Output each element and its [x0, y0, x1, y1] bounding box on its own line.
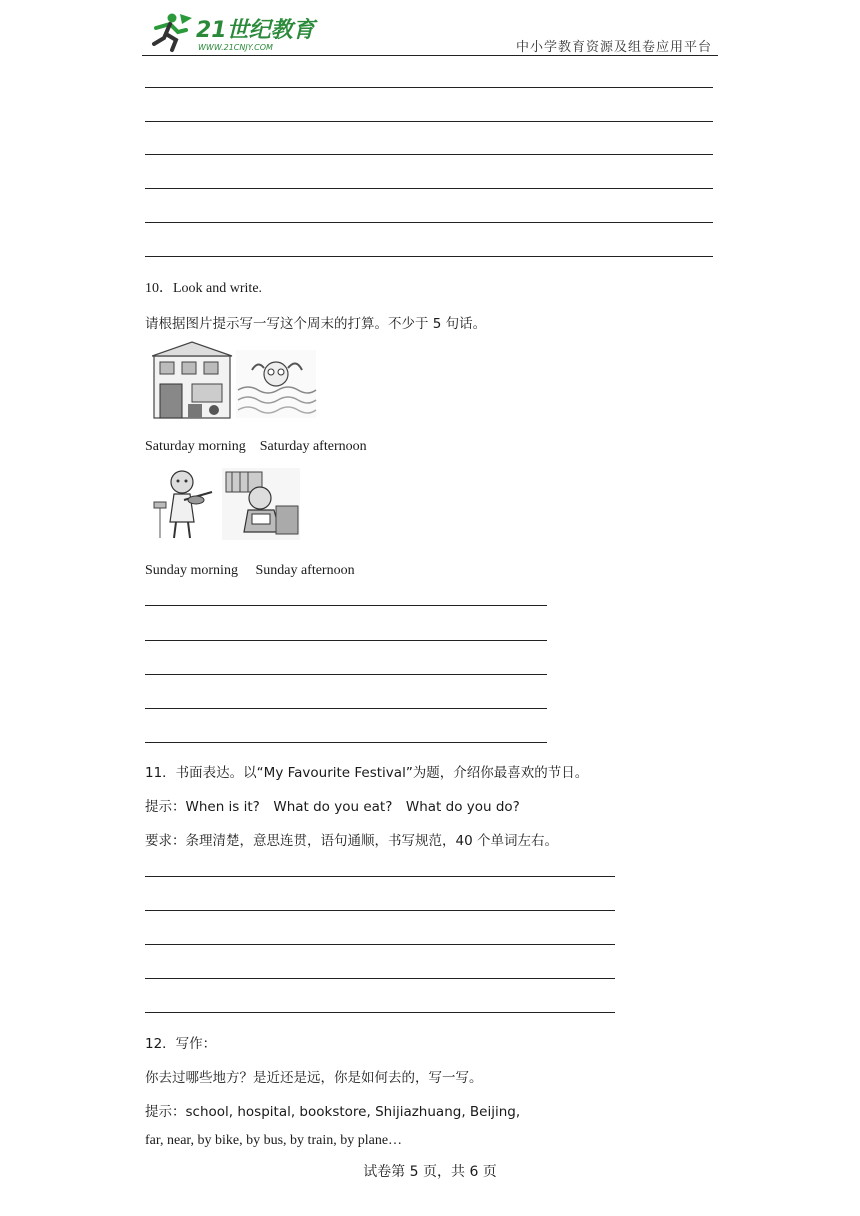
- reading-child-icon: [222, 468, 300, 540]
- answer-line[interactable]: [145, 910, 615, 911]
- answer-line[interactable]: [145, 121, 713, 122]
- violin-player-icon: [154, 471, 212, 538]
- q10-pictures-row2: [152, 466, 302, 547]
- answer-line[interactable]: [145, 742, 547, 743]
- logo: [142, 10, 322, 54]
- runner-logo-icon: [142, 10, 322, 54]
- answer-line[interactable]: [145, 188, 713, 189]
- answer-line[interactable]: [145, 944, 615, 945]
- answer-line[interactable]: [145, 978, 615, 979]
- q10-pictures-row1: [152, 340, 318, 425]
- svg-text:21世纪教育: 21世纪教育: [196, 18, 315, 43]
- header-rule: [142, 55, 718, 56]
- answer-line[interactable]: [145, 640, 547, 641]
- answer-line[interactable]: [145, 708, 547, 709]
- q10-title: 10．Look and write.: [145, 281, 263, 296]
- answer-line[interactable]: [145, 605, 547, 606]
- q12-hint-line2: far, near, by bike, by bus, by train, by plane…: [145, 1133, 403, 1148]
- answer-line[interactable]: [145, 674, 547, 675]
- q11-title: 11．书面表达。以“My Favourite Festival”为题，介绍你最喜欢的节日。: [145, 765, 589, 781]
- q10-caption-sunday: Sunday morning Sunday afternoon: [145, 563, 355, 578]
- answer-line[interactable]: [145, 256, 713, 257]
- answer-line[interactable]: [145, 87, 713, 88]
- answer-line[interactable]: [145, 154, 713, 155]
- answer-line[interactable]: [145, 222, 713, 223]
- q11-hint: 提示：When is it? What do you eat? What do you do?: [145, 799, 520, 815]
- page-header: [142, 10, 718, 56]
- q10-instruction: 请根据图片提示写一写这个周末的打算。不少于 5 句话。: [145, 316, 487, 332]
- q12-title: 12．写作：: [145, 1036, 217, 1052]
- answer-line[interactable]: [145, 876, 615, 877]
- q10-caption-saturday: Saturday morning Saturday afternoon: [145, 439, 367, 454]
- q12-question: 你去过哪些地方？是近还是远，你是如何去的，写一写。: [145, 1070, 483, 1086]
- q12-hint-line1: 提示：school, hospital, bookstore, Shijiazhuang, Beijing,: [145, 1104, 521, 1120]
- q11-requirement: 要求：条理清楚，意思连贯，语句通顺，书写规范，40 个单词左右。: [145, 833, 558, 849]
- svg-text:WWW.21CNJY.COM: WWW.21CNJY.COM: [198, 43, 273, 52]
- platform-name: 中小学教育资源及组卷应用平台: [515, 40, 712, 55]
- page-number: 试卷第 5 页，共 6 页: [363, 1164, 497, 1180]
- building-icon: [152, 342, 232, 418]
- swimming-icon: [236, 350, 316, 418]
- answer-line[interactable]: [145, 1012, 615, 1013]
